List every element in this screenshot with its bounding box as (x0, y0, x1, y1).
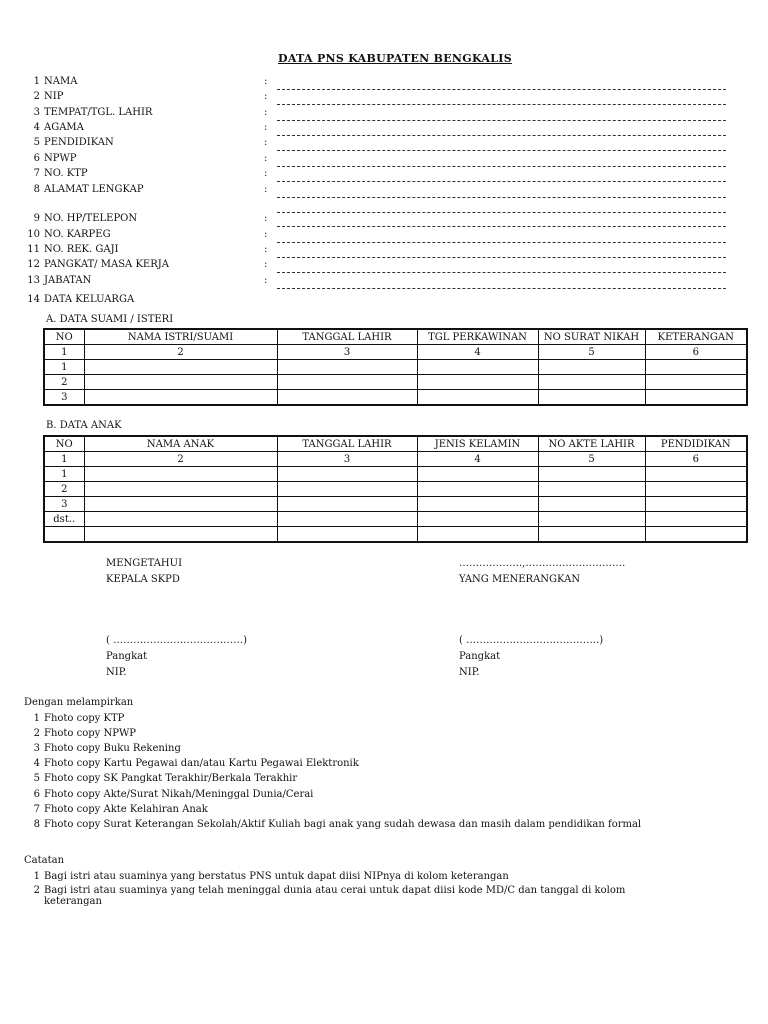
field-label: NAMA (44, 76, 78, 87)
field-input-line[interactable] (277, 181, 726, 182)
table-cell[interactable] (645, 512, 747, 527)
row-number: 2 (44, 375, 84, 390)
field-colon: : (264, 168, 268, 179)
table-cell[interactable] (84, 482, 277, 497)
field-colon: : (264, 153, 268, 164)
attachment-number: 4 (33, 758, 40, 769)
table-cell[interactable] (645, 360, 747, 375)
table-cell[interactable] (417, 527, 538, 543)
table-cell[interactable] (645, 390, 747, 406)
left-sign-nip: NIP. (106, 667, 127, 678)
attachment-number: 3 (33, 743, 40, 754)
right-sign-line2: YANG MENERANGKAN (459, 574, 581, 585)
table-cell[interactable] (277, 482, 417, 497)
field-input-line[interactable] (277, 272, 726, 273)
table-cell[interactable] (277, 527, 417, 543)
field-label: TEMPAT/TGL. LAHIR (44, 107, 153, 118)
field-colon: : (264, 275, 268, 286)
table-cell[interactable] (277, 467, 417, 482)
column-header: TANGGAL LAHIR (277, 329, 417, 345)
column-index: 6 (645, 452, 747, 467)
children-heading: B. DATA ANAK (46, 420, 122, 431)
field-number: 5 (33, 137, 40, 148)
table-cell[interactable] (417, 482, 538, 497)
field-input-line[interactable] (277, 257, 726, 258)
table-cell[interactable] (645, 482, 747, 497)
field-colon: : (264, 184, 268, 195)
field-colon: : (264, 213, 268, 224)
attachment-item: Fhoto copy NPWP (44, 728, 136, 739)
table-row (44, 390, 747, 406)
field-label: JABATAN (44, 275, 92, 286)
column-index: 5 (538, 345, 645, 360)
table-cell[interactable] (277, 497, 417, 512)
column-header: TGL PERKAWINAN (417, 329, 538, 345)
attachments-heading: Dengan melampirkan (24, 697, 134, 708)
table-index-row (44, 345, 747, 360)
attachment-item: Fhoto copy SK Pangkat Terakhir/Berkala Terakhir (44, 773, 298, 784)
field-number: 3 (33, 107, 40, 118)
table-row (44, 375, 747, 390)
attachment-item: Fhoto copy Akte Kelahiran Anak (44, 804, 208, 815)
row-number: 2 (44, 482, 84, 497)
note-number: 2 (33, 885, 40, 896)
row-number: 3 (44, 497, 84, 512)
table-row (44, 467, 747, 482)
column-header: NO AKTE LAHIR (538, 436, 645, 452)
row-number: 1 (44, 360, 84, 375)
column-index: 1 (44, 345, 84, 360)
right-sign-nip: NIP. (459, 667, 480, 678)
column-index: 2 (84, 345, 277, 360)
field-input-line[interactable] (277, 150, 726, 151)
note-item: Bagi istri atau suaminya yang berstatus PNS untuk dapat diisi NIPnya di kolom keterangan (44, 871, 509, 882)
note-item-continued: keterangan (44, 896, 102, 907)
table-cell[interactable] (538, 512, 645, 527)
table-cell[interactable] (417, 390, 538, 406)
children-table (43, 435, 748, 543)
family-label: DATA KELUARGA (44, 294, 135, 305)
table-cell[interactable] (645, 527, 747, 543)
field-label: NIP (44, 91, 64, 102)
field-number: 6 (33, 153, 40, 164)
field-label: NO. REK. GAJI (44, 244, 119, 255)
table-cell[interactable] (84, 497, 277, 512)
left-sign-line1: MENGETAHUI (106, 558, 183, 569)
field-input-line[interactable] (277, 242, 726, 243)
note-number: 1 (33, 871, 40, 882)
table-cell[interactable] (84, 360, 277, 375)
field-colon: : (264, 244, 268, 255)
table-cell[interactable] (417, 375, 538, 390)
field-number: 2 (33, 91, 40, 102)
field-input-line[interactable] (277, 104, 726, 105)
field-number: 11 (27, 244, 40, 255)
column-header: JENIS KELAMIN (417, 436, 538, 452)
right-sign-line1: ……………….,………………………… (459, 558, 626, 569)
attachment-number: 2 (33, 728, 40, 739)
table-cell[interactable] (277, 390, 417, 406)
table-cell[interactable] (417, 360, 538, 375)
column-header: NO (44, 329, 84, 345)
notes-heading: Catatan (24, 855, 65, 866)
field-number: 1 (33, 76, 40, 87)
field-colon: : (264, 137, 268, 148)
attachment-number: 5 (33, 773, 40, 784)
field-colon: : (264, 122, 268, 133)
field-number: 7 (33, 168, 40, 179)
field-input-line[interactable] (277, 166, 726, 167)
table-cell[interactable] (538, 360, 645, 375)
field-label: AGAMA (44, 122, 84, 133)
attachment-item: Fhoto copy KTP (44, 713, 125, 724)
column-index: 4 (417, 345, 538, 360)
family-number: 14 (27, 294, 40, 305)
spouse-heading: A. DATA SUAMI / ISTERI (46, 314, 174, 325)
field-label: NPWP (44, 153, 77, 164)
column-index: 3 (277, 345, 417, 360)
column-index: 3 (277, 452, 417, 467)
field-colon: : (264, 76, 268, 87)
field-label: NO. KARPEG (44, 229, 111, 240)
left-sign-rank: Pangkat (106, 651, 148, 662)
row-number: 3 (44, 390, 84, 406)
table-row (44, 512, 747, 527)
page-title: DATA PNS KABUPATEN BENGKALIS (278, 52, 512, 65)
left-sign-line2: KEPALA SKPD (106, 574, 180, 585)
spouse-table (43, 328, 748, 406)
field-input-line[interactable] (277, 135, 726, 136)
column-index: 2 (84, 452, 277, 467)
table-cell[interactable] (277, 375, 417, 390)
field-number: 12 (27, 259, 40, 270)
column-header: NO (44, 436, 84, 452)
field-number: 4 (33, 122, 40, 133)
field-number: 13 (27, 275, 40, 286)
attachment-item: Fhoto copy Kartu Pegawai dan/atau Kartu Pegawai Elektronik (44, 758, 359, 769)
table-row (44, 497, 747, 512)
attachment-item: Fhoto copy Surat Keterangan Sekolah/Aktif Kuliah bagi anak yang sudah dewasa dan masih dalam pendidikan formal (44, 819, 642, 830)
field-label: ALAMAT LENGKAP (44, 184, 144, 195)
table-cell[interactable] (538, 482, 645, 497)
table-cell[interactable] (84, 375, 277, 390)
field-colon: : (264, 107, 268, 118)
table-cell[interactable] (645, 467, 747, 482)
right-sign-rank: Pangkat (459, 651, 501, 662)
table-index-row (44, 452, 747, 467)
field-label: NO. KTP (44, 168, 88, 179)
field-input-line[interactable] (277, 120, 726, 121)
field-label: PENDIDIKAN (44, 137, 114, 148)
column-header: TANGGAL LAHIR (277, 436, 417, 452)
table-row (44, 360, 747, 375)
table-cell[interactable] (84, 527, 277, 543)
table-cell[interactable] (84, 512, 277, 527)
table-cell[interactable] (538, 467, 645, 482)
attachment-number: 7 (33, 804, 40, 815)
field-label: PANGKAT/ MASA KERJA (44, 259, 169, 270)
table-cell[interactable] (417, 467, 538, 482)
table-cell[interactable] (645, 497, 747, 512)
field-colon: : (264, 259, 268, 270)
address-continuation-line[interactable] (277, 212, 726, 213)
table-cell[interactable] (84, 390, 277, 406)
table-cell[interactable] (645, 375, 747, 390)
row-number: dst.. (44, 512, 84, 527)
column-index: 6 (645, 345, 747, 360)
note-item: Bagi istri atau suaminya yang telah meninggal dunia atau cerai untuk dapat diisi kode MD/C dan tanggal di kolom (44, 885, 626, 896)
field-colon: : (264, 229, 268, 240)
field-number: 9 (33, 213, 40, 224)
column-header: NO SURAT NIKAH (538, 329, 645, 345)
attachment-number: 8 (33, 819, 40, 830)
table-header-row (44, 436, 747, 452)
column-header: PENDIDIKAN (645, 436, 747, 452)
field-input-line[interactable] (277, 197, 726, 198)
field-number: 10 (27, 229, 40, 240)
table-cell[interactable] (538, 527, 645, 543)
attachment-item: Fhoto copy Buku Rekening (44, 743, 181, 754)
table-cell[interactable] (538, 390, 645, 406)
table-cell[interactable] (277, 360, 417, 375)
column-header: NAMA ISTRI/SUAMI (84, 329, 277, 345)
column-header: KETERANGAN (645, 329, 747, 345)
right-sign-name: ( ………………………………….) (459, 635, 604, 646)
row-number (44, 527, 84, 543)
column-index: 1 (44, 452, 84, 467)
table-header-row (44, 329, 747, 345)
row-number: 1 (44, 467, 84, 482)
table-cell[interactable] (277, 512, 417, 527)
field-number: 8 (33, 184, 40, 195)
table-row (44, 527, 747, 543)
table-cell[interactable] (417, 497, 538, 512)
table-cell[interactable] (538, 497, 645, 512)
column-index: 4 (417, 452, 538, 467)
attachment-item: Fhoto copy Akte/Surat Nikah/Meninggal Dunia/Cerai (44, 789, 314, 800)
field-label: NO. HP/TELEPON (44, 213, 138, 224)
attachment-number: 6 (33, 789, 40, 800)
field-input-line[interactable] (277, 288, 726, 289)
table-row (44, 482, 747, 497)
field-input-line[interactable] (277, 226, 726, 227)
attachment-number: 1 (33, 713, 40, 724)
column-index: 5 (538, 452, 645, 467)
field-colon: : (264, 91, 268, 102)
left-sign-name: ( …………………………………) (106, 635, 247, 646)
table-cell[interactable] (84, 467, 277, 482)
table-cell[interactable] (417, 512, 538, 527)
column-header: NAMA ANAK (84, 436, 277, 452)
field-input-line[interactable] (277, 89, 726, 90)
table-cell[interactable] (538, 375, 645, 390)
